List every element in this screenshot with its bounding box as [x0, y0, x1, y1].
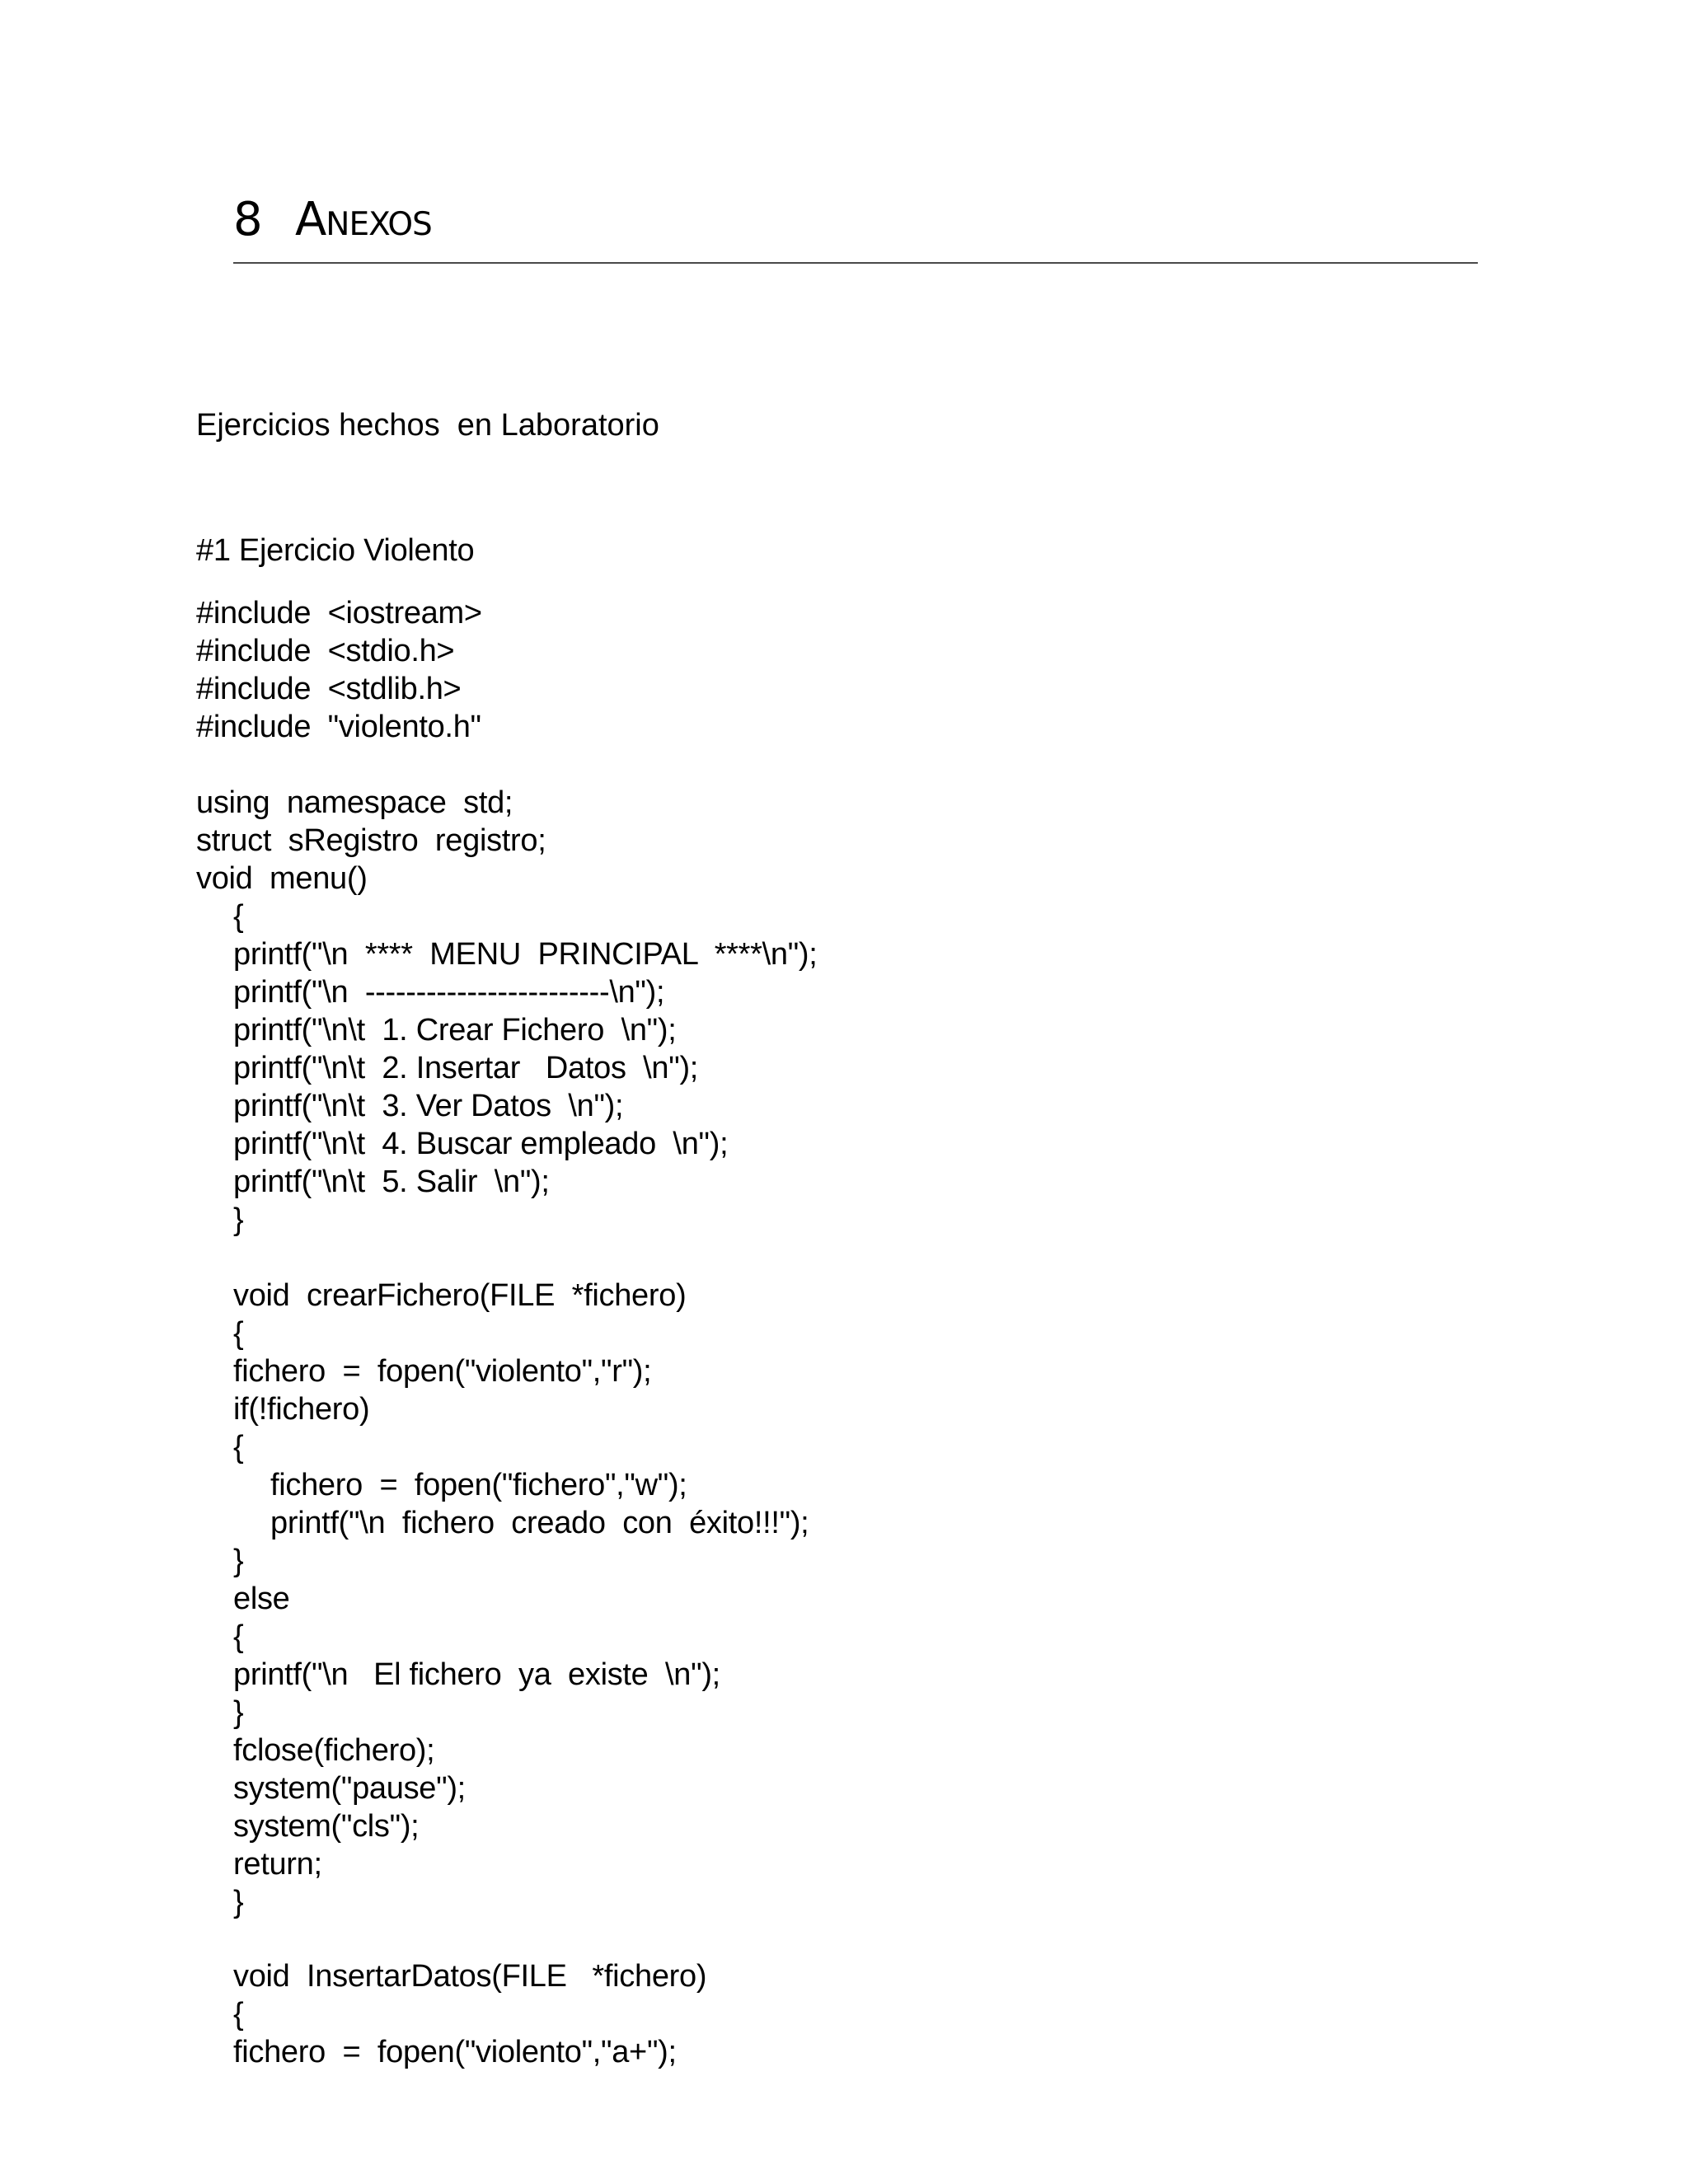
code-line: {: [233, 1997, 244, 2032]
code-line: #include <iostream>: [196, 596, 482, 630]
code-line: }: [233, 1695, 244, 1730]
chapter-title: Anexos: [295, 193, 432, 246]
section-subtitle: Ejercicios hechos en Laboratorio: [196, 408, 659, 443]
code-line: using namespace std;: [196, 785, 513, 820]
code-line: {: [233, 1316, 244, 1351]
code-line: printf("\n **** MENU PRINCIPAL ****\n");: [233, 937, 818, 972]
code-line: struct sRegistro registro;: [196, 823, 546, 858]
code-line: printf("\n fichero creado con éxito!!!");: [270, 1506, 809, 1540]
code-line: }: [233, 1202, 244, 1237]
code-line: else: [233, 1582, 290, 1616]
code-line: #include "violento.h": [196, 710, 481, 744]
code-line: return;: [233, 1847, 322, 1882]
code-line: fichero = fopen("fichero","w");: [270, 1468, 687, 1502]
code-line: fichero = fopen("violento","a+");: [233, 2035, 677, 2069]
chapter-heading: [233, 188, 1478, 264]
code-line: printf("\n\t 3. Ver Datos \n");: [233, 1089, 624, 1123]
code-line: #include <stdio.h>: [196, 634, 455, 668]
code-line: {: [233, 1430, 244, 1465]
code-line: printf("\n ------------------------\n");: [233, 975, 665, 1010]
exercise-title: #1 Ejercicio Violento: [196, 533, 475, 568]
code-line: }: [233, 1544, 244, 1578]
code-line: fclose(fichero);: [233, 1733, 435, 1768]
code-line: fichero = fopen("violento","r");: [233, 1354, 652, 1389]
chapter-number: 8: [233, 193, 263, 246]
code-line: printf("\n\t 5. Salir \n");: [233, 1165, 550, 1199]
code-line: printf("\n\t 1. Crear Fichero \n");: [233, 1013, 677, 1047]
code-line: {: [233, 899, 244, 934]
code-line: {: [233, 1619, 244, 1654]
code-line: printf("\n\t 4. Buscar empleado \n");: [233, 1127, 729, 1161]
code-line: }: [233, 1885, 244, 1919]
code-line: void InsertarDatos(FILE *fichero): [233, 1959, 707, 1994]
code-line: void crearFichero(FILE *fichero): [233, 1278, 687, 1313]
code-line: printf("\n\t 2. Insertar Datos \n");: [233, 1051, 699, 1085]
code-line: void menu(): [196, 861, 368, 896]
code-line: #include <stdlib.h>: [196, 672, 462, 706]
code-line: system("cls");: [233, 1809, 420, 1844]
code-line: printf("\n El fichero ya existe \n");: [233, 1657, 720, 1692]
code-line: if(!fichero): [233, 1392, 370, 1427]
code-line: system("pause");: [233, 1771, 466, 1806]
